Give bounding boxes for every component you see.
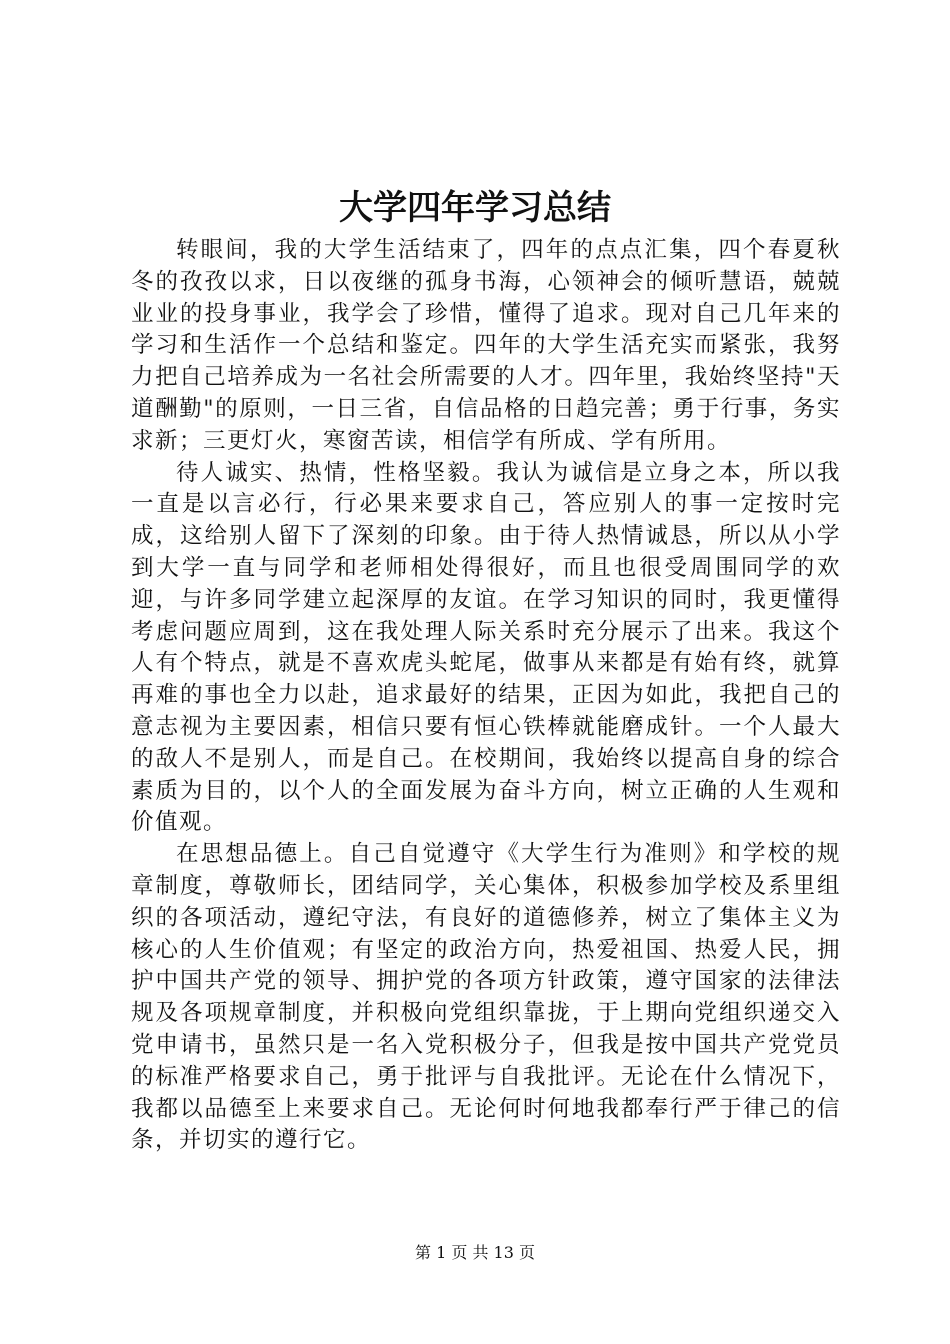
document-title: 大学四年学习总结: [339, 188, 611, 228]
page-footer: 第 1 页 共 13 页: [415, 1243, 535, 1262]
paragraph-2: 待人诚实、热情，性格坚毅。我认为诚信是立身之本，所以我一直是以言必行，行必果来要求自己，答应别人的事一定按时完成，这给别人留下了深刻的印象。由于待人热情诚恳，所以从小学到大学一直与同学和老师相处得很好，而且也很受周围同学的欢迎，与许多同学建立起深厚的友谊。在学习知识的同时，我更懂得考虑问题应周到，这在我处理人际关系时充分展示了出来。我这个人有个特点，就是不喜欢虎头蛇尾，做事从来都是有始有终，就算再难的事也全力以赴，追求最好的结果，正因为如此，我把自己的意志视为主要因素，相信只要有恒心铁棒就能磨成针。一个人最大的敌人不是别人，而是自己。在校期间，我始终以提高自身的综合素质为目的，以个人的全面发展为奋斗方向，树立正确的人生观和价值观。: [131, 459, 841, 836]
document-body: [131, 235, 841, 1157]
paragraph-3: 在思想品德上。自己自觉遵守《大学生行为准则》和学校的规章制度，尊敬师长，团结同学，关心集体，积极参加学校及系里组织的各项活动，遵纪守法，有良好的道德修养，树立了集体主义为核心的人生价值观；有坚定的政治方向，热爱祖国、热爱人民，拥护中国共产党的领导、拥护党的各项方针政策，遵守国家的法律法规及各项规章制度，并积极向党组织靠拢，于上期向党组织递交入党申请书，虽然只是一名入党积极分子，但我是按中国共产党党员的标准严格要求自己，勇于批评与自我批评。无论在什么情况下，我都以品德至上来要求自己。无论何时何地我都奉行严于律己的信条，并切实的遵行它。: [131, 841, 841, 1154]
paragraph-1: 转眼间，我的大学生活结束了，四年的点点汇集，四个春夏秋冬的孜孜以求，日以夜继的孤身书海，心领神会的倾听慧语，兢兢业业的投身事业，我学会了珍惜，懂得了追求。现对自己几年来的学习和生活作一个总结和鉴定。四年的大学生活充实而紧张，我努力把自己培养成为一名社会所需要的人才。四年里，我始终坚持"天道酬勤"的原则，一日三省，自信品格的日趋完善；勇于行事，务实求新；三更灯火，寒窗苦读，相信学有所成、学有所用。: [131, 237, 841, 454]
